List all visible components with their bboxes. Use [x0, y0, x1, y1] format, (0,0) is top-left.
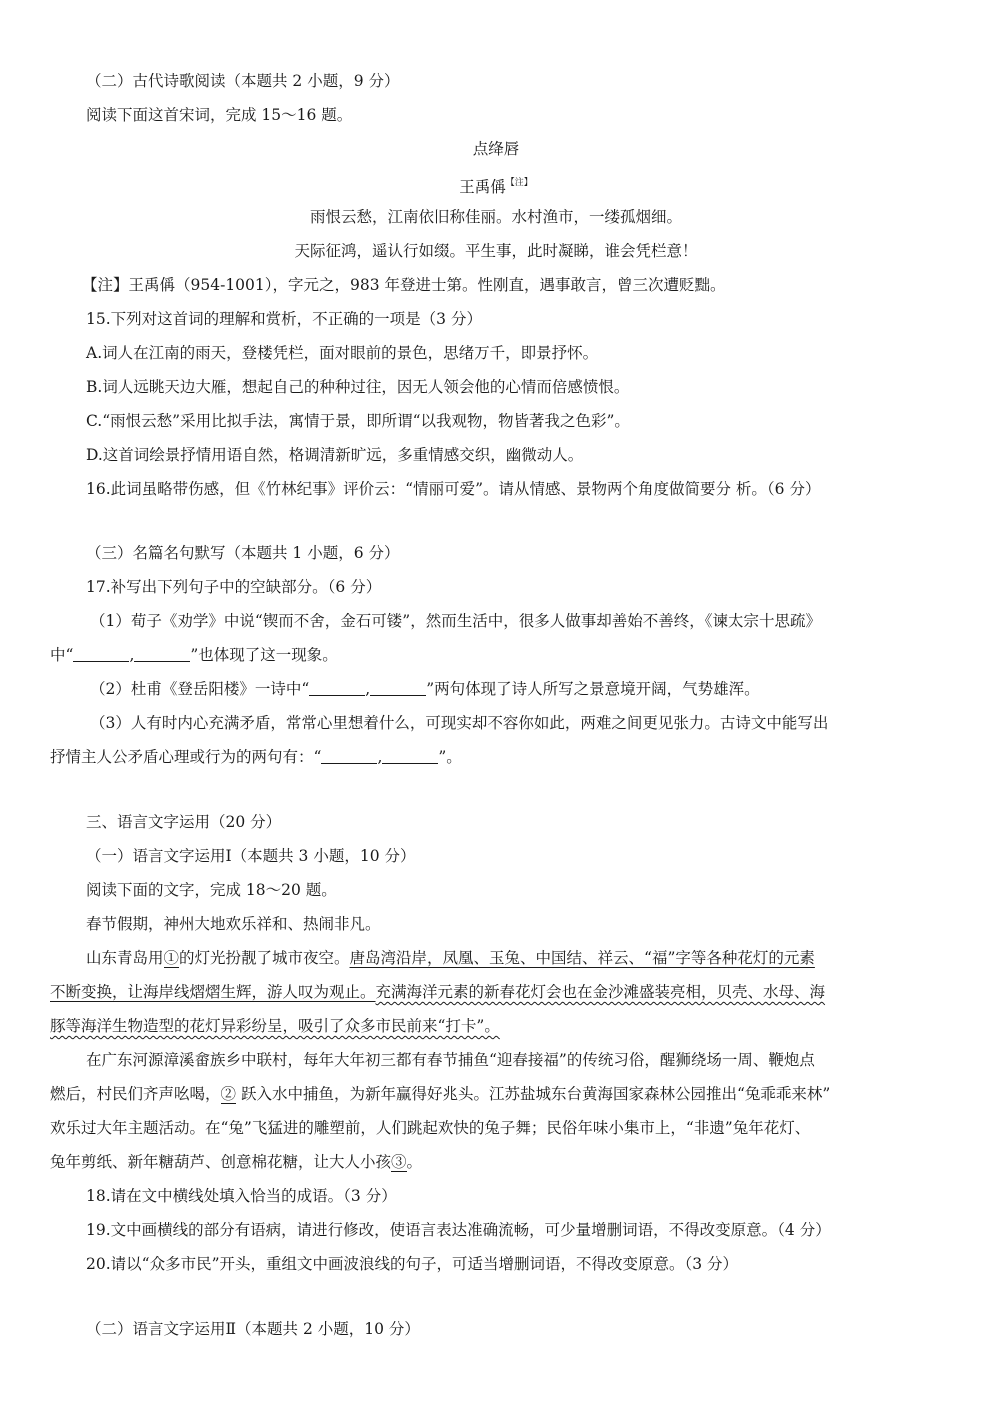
q17-item2: [90, 678, 930, 700]
poem-note: 【注】王禹偁（954-1001），字元之，983 年登进士第。性刚直，遇事敢言，曾三次遭贬黜。: [82, 276, 726, 294]
q17-item3-suffix: ”。: [438, 748, 462, 766]
q19-stem: 19.文中画横线的部分有语病，请进行修改，使语言表达准确流畅，可少量增删词语，不得改变原意。（4 分）: [86, 1221, 831, 1239]
answer-blank[interactable]: [382, 749, 438, 764]
q17-item1-line1: （1）荀子《劝学》中说“锲而不舍，金石可镂”，然而生活中，很多人做事却善始不善终，《谏太宗十思疏》: [90, 612, 821, 630]
q17-item2-suffix: ”两句体现了诗人所写之景意境开阔，气势雄浑。: [426, 680, 760, 698]
q15-option-d: D.这首词绘景抒情用语自然，格调清新旷远，多重情感交织，幽微动人。: [86, 446, 584, 464]
answer-blank[interactable]: [73, 647, 129, 662]
para2-mid: 的灯光扮靓了城市夜空。: [179, 949, 350, 967]
para3-line2-suffix: 跃入水中捕鱼，为新年赢得好兆头。江苏盐城东台黄海国家森林公园推出“兔乖乖来林”: [236, 1085, 831, 1103]
poem-title: 点绛唇: [472, 140, 520, 158]
answer-blank[interactable]: [370, 681, 426, 696]
q17-item2-prefix: （2）杜甫《登岳阳楼》一诗中“: [90, 680, 310, 698]
poetry-instruction: 阅读下面这首宋词，完成 15～16 题。: [86, 106, 353, 124]
blank-marker-2: ②: [220, 1085, 237, 1103]
passage-para2-line3: [50, 1015, 930, 1037]
q20-stem: 20.请以“众多市民”开头，重组文中画波浪线的句子，可适当增删词语，不得改变原意。（3 分）: [86, 1255, 739, 1273]
para3-line4-suffix: 。: [406, 1153, 423, 1171]
poem-line-1: 雨恨云愁，江南依旧称佳丽。水村渔市，一缕孤烟细。: [309, 208, 682, 226]
q17-item1-line2: [50, 644, 930, 666]
passage-para2-line2: [50, 981, 930, 1003]
language-sub2-heading: （二）语言文字运用Ⅱ（本题共 2 小题，10 分）: [86, 1320, 420, 1338]
language-section-heading: 三、语言文字运用（20 分）: [86, 813, 282, 831]
blank-marker-3: ③: [391, 1153, 407, 1171]
para3-line4-prefix: 兔年剪纸、新年糖葫芦、创意棉花糖，让大人小孩: [50, 1153, 392, 1171]
blank-comma: ,: [377, 748, 383, 766]
language-sub1-heading: （一）语言文字运用Ⅰ（本题共 3 小题，10 分）: [86, 847, 416, 865]
wavy-sentence-part1: 充满海洋元素的新春花灯会也在金沙滩盛装亮相，贝壳、水母、海: [375, 983, 826, 1001]
passage-para3-line2: [50, 1083, 930, 1105]
answer-blank[interactable]: [309, 681, 365, 696]
passage-para1: 春节假期，神州大地欢乐祥和、热闹非凡。: [86, 915, 381, 933]
q15-option-a: A.词人在江南的雨天，登楼凭栏，面对眼前的景色，思绪万千，即景抒怀。: [86, 344, 599, 362]
poetry-section-heading: （二）古代诗歌阅读（本题共 2 小题，9 分）: [86, 72, 400, 90]
poem-author-name: 王禹偁: [459, 178, 506, 196]
q15-option-b: B.词人远眺天边大雁，想起自己的种种过往，因无人领会他的心情而倍感愤恨。: [86, 378, 630, 396]
q17-stem: 17.补写出下列句子中的空缺部分。（6 分）: [86, 578, 382, 596]
poem-line-2: 天际征鸿，遥认行如缀。平生事，此时凝睇，谁会凭栏意！: [294, 242, 698, 260]
passage-para3-line4: [50, 1151, 930, 1173]
passage-para2-line1: [86, 947, 930, 969]
q18-stem: 18.请在文中横线处填入恰当的成语。（3 分）: [86, 1187, 397, 1205]
q17-item3-line2: [50, 746, 930, 768]
blank-marker-1: ①: [163, 949, 180, 967]
blank-comma: ,: [129, 646, 135, 664]
language-instruction: 阅读下面的文字，完成 18～20 题。: [86, 881, 337, 899]
underlined-sentence-part2: 不断变换，让海岸线熠熠生辉，游人叹为观止。: [50, 983, 376, 1001]
para2-prefix: 山东青岛用: [86, 949, 164, 967]
q17-item1-prefix: 中“: [50, 646, 74, 664]
q17-item3-prefix: 抒情主人公矛盾心理或行为的两句有：“: [50, 748, 322, 766]
passage-para3-line1: 在广东河源漳溪畲族乡中联村，每年大年初三都有春节捕鱼“迎春接福”的传统习俗，醒狮绕场一周、鞭炮点: [86, 1051, 815, 1069]
q17-item3-line1: （3）人有时内心充满矛盾，常常心里想着什么，可现实却不容你如此，两难之间更见张力。古诗文中能写出: [90, 714, 829, 732]
wavy-sentence-part2: 豚等海洋生物造型的花灯异彩纷呈，吸引了众多市民前来“打卡”。: [50, 1017, 500, 1035]
q15-stem: 15.下列对这首词的理解和赏析，不正确的一项是（3 分）: [86, 310, 482, 328]
underlined-sentence-part1: 唐岛湾沿岸，凤凰、玉兔、中国结、祥云、“福”字等各种花灯的元素: [349, 949, 815, 967]
answer-blank[interactable]: [134, 647, 190, 662]
blank-comma: ,: [365, 680, 371, 698]
poem-author: [0, 172, 992, 194]
q15-option-c: C.“雨恨云愁”采用比拟手法，寓情于景，即所谓“以我观物，物皆著我之色彩”。: [86, 412, 630, 430]
author-note-mark: 【注】: [505, 178, 533, 188]
para3-line2-prefix: 燃后，村民们齐声吆喝，: [50, 1085, 221, 1103]
q17-item1-suffix: ”也体现了这一现象。: [190, 646, 338, 664]
dictation-section-heading: （三）名篇名句默写（本题共 1 小题，6 分）: [86, 544, 400, 562]
answer-blank[interactable]: [321, 749, 377, 764]
passage-para3-line3: 欢乐过大年主题活动。在“兔”飞猛进的雕塑前，人们跳起欢快的兔子舞；民俗年味小集市上，“非遗”兔年花灯、: [50, 1119, 811, 1137]
q16-stem: 16.此词虽略带伤感，但《竹林纪事》评价云：“情丽可爱”。请从情感、景物两个角度做简要分 析。（6 分）: [86, 480, 821, 498]
